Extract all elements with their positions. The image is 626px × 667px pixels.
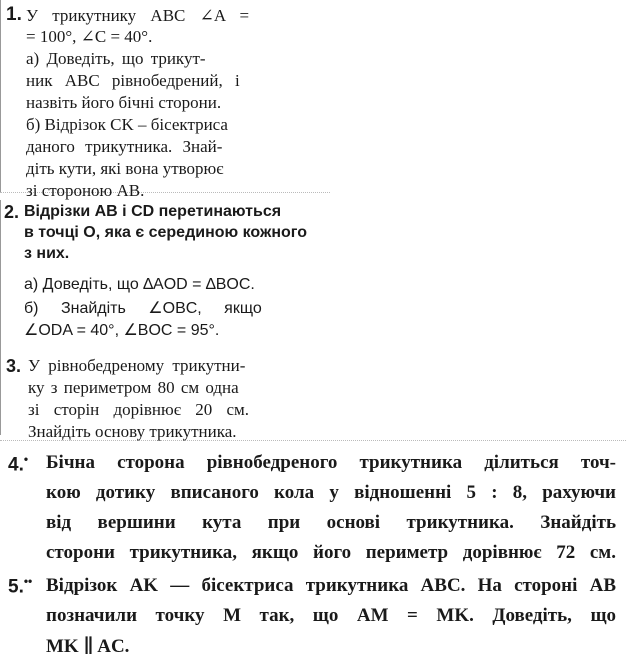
problem-line: Відрізки AB і CD перетинаються	[24, 203, 282, 220]
problem-line: = 100°, ∠C = 40°.	[26, 27, 153, 46]
problem-number	[8, 574, 32, 598]
problem-line: від вершини кута при основі трикутника. Знайдіть	[46, 512, 616, 533]
problem-line: Бічна сторона рівнобедреного трикутника ділиться точ-	[46, 452, 616, 473]
problem-number-text: 5.	[8, 576, 24, 598]
problem-line: діть кути, які вона утворює	[26, 159, 224, 178]
problem-line: а) Доведіть, що ∆AOD = ∆BOC.	[24, 276, 255, 293]
problem-line: б) Відрізок CK – бісектриса	[26, 115, 228, 134]
problem-line: позначили точку M так, що AM = MK. Доведіть, що	[46, 605, 616, 626]
problem-line: ку з периметром 80 см одна	[28, 378, 239, 397]
problem-line: в точці O, яка є серединою кожного	[24, 224, 307, 241]
problem-line: назвіть його бічні сторони.	[26, 93, 222, 112]
problem-number	[8, 452, 28, 476]
difficulty-marker: •	[23, 452, 29, 466]
problem-line: Відрізок AK — бісектриса трикутника ABC. На стороні AB	[46, 575, 616, 596]
margin-bar	[0, 0, 1, 192]
problem-line: ∠ODA = 40°, ∠BOC = 95°.	[24, 322, 220, 339]
problem-line: зі сторін дорівнює 20 см.	[28, 400, 250, 419]
problem-number: 1.	[6, 4, 22, 25]
problem-number: 2.	[4, 202, 20, 222]
margin-bar	[0, 200, 1, 435]
problem-line: У трикутнику ABC ∠A =	[26, 6, 250, 25]
problem-line: б) Знайдіть ∠OBC, якщо	[24, 300, 262, 317]
problem-line: MK ∥ AC.	[46, 636, 130, 657]
problem-line: даного трикутника. Знай-	[26, 137, 223, 156]
problem-line: з них.	[24, 245, 70, 262]
problem-line: а) Доведіть, що трикут-	[26, 49, 206, 68]
problem-line: Знайдіть основу трикутника.	[28, 422, 237, 441]
problem-line: зі стороною AB.	[26, 181, 145, 200]
problem-number: 3.	[6, 356, 22, 376]
problem-line: сторони трикутника, якщо його периметр дорівнює 72 см.	[46, 542, 616, 563]
problem-line: ник ABC рівнобедрений, і	[26, 71, 240, 90]
difficulty-marker: ••	[23, 574, 33, 588]
problem-line: У рівнобедреному трикутни-	[28, 356, 246, 375]
problem-line: кою дотику вписаного кола у відношенні 5 : 8, рахуючи	[46, 482, 616, 503]
problem-number-text: 4.	[8, 454, 24, 476]
